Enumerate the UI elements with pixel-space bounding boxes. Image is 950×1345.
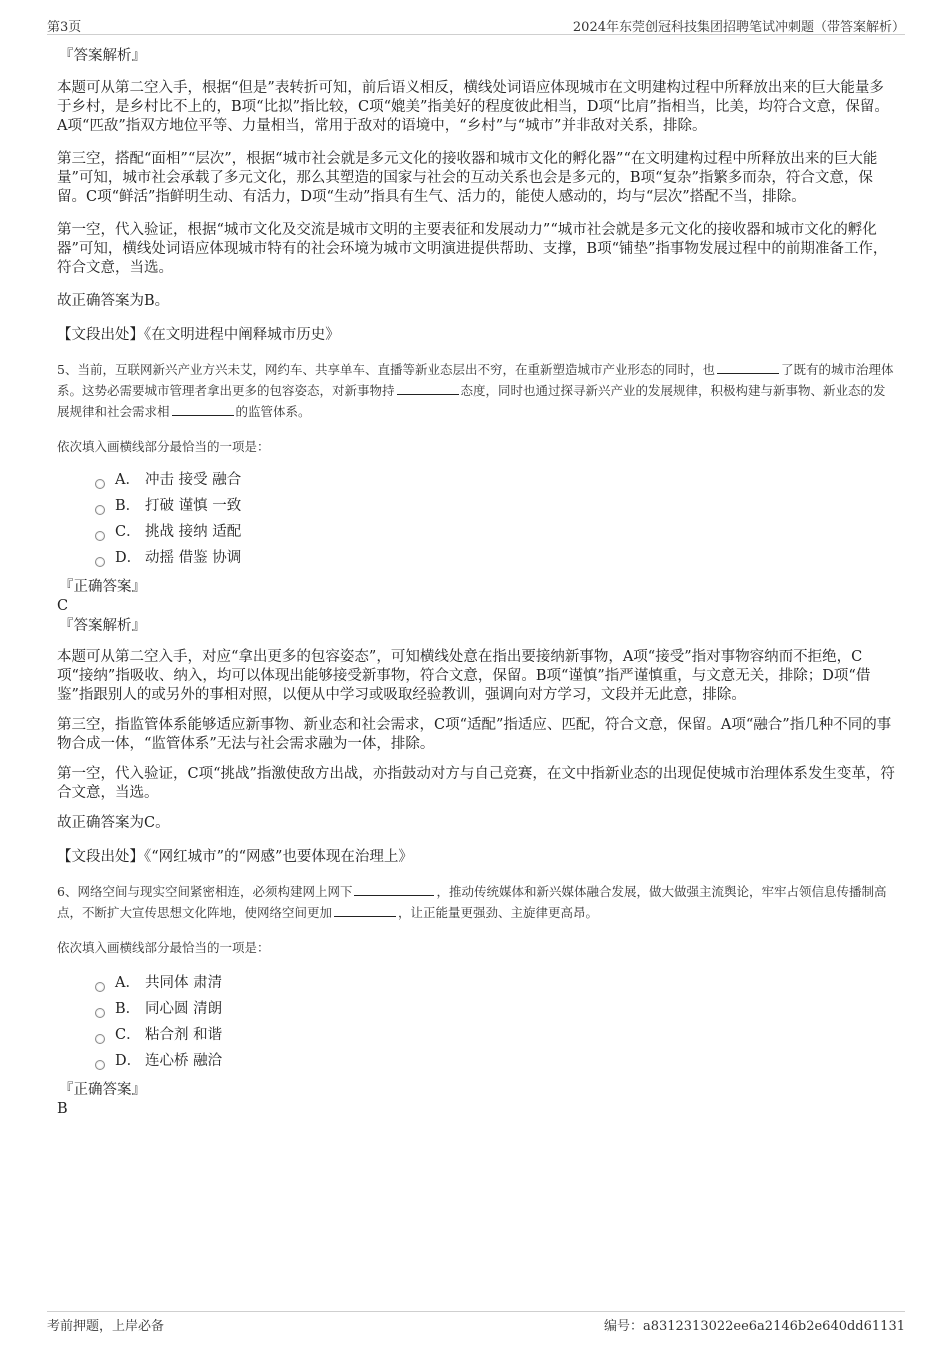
radio-icon[interactable] <box>95 505 105 515</box>
radio-icon[interactable] <box>95 982 105 992</box>
q4-source-label: 【文段出处】 <box>57 327 144 343</box>
q6-option-d[interactable]: D． 连心桥 融洽 <box>95 1048 897 1074</box>
q4-source <box>57 325 897 345</box>
document-title: 2024年东莞创冠科技集团招聘笔试冲刺题（带答案解析） <box>572 20 905 35</box>
q5-option-d[interactable]: D． 动摇 借鉴 协调 <box>95 545 897 571</box>
q5-prompt: 依次填入画横线部分最恰当的一项是： <box>57 439 270 454</box>
page-number: 第3页 <box>47 20 82 35</box>
q6-option-b[interactable]: B． 同心圆 清朗 <box>95 996 897 1022</box>
page-header <box>47 14 905 35</box>
q5-option-a[interactable]: A． 冲击 接受 融合 <box>95 467 897 493</box>
q5-analysis-para-3: 第一空，代入验证，C项“挑战”指激使敌方出战，亦指鼓动对方与自己竞赛，在文中指新业态的出现促使城市治理体系发生变革，符合文意，当选。 <box>57 766 895 801</box>
q5-stem-d: 的监管体系。 <box>235 404 311 419</box>
document-body <box>57 46 897 1119</box>
q5-options <box>95 467 897 571</box>
q5-option-c[interactable]: C． 挑战 接纳 适配 <box>95 519 897 545</box>
radio-icon[interactable] <box>95 1008 105 1018</box>
q5-stem-a: 5、当前，互联网新兴产业方兴未艾，网约车、共享单车、直播等新业态层出不穷，在重新塑造城市产业形态的同时，也 <box>57 362 715 377</box>
q6-stem-a: 6、网络空间与现实空间紧密相连，必须构建网上网下 <box>57 884 353 899</box>
q5-analysis-para-2: 第三空，指监管体系能够适应新事物、新业态和社会需求，C项“适配”指适应、匹配，符合文意，保留。A项“融合”指几种不同的事物合成一体，“监管体系”无法与社会需求融为一体，排除。 <box>57 717 892 752</box>
q4-analysis-para-3: 第一空，代入验证，根据“城市文化及交流是城市文明的主要表征和发展动力”“城市社会就是多元文化的接收器和城市文化的孵化器”可知，横线处词语应体现城市特有的社会环境为城市文明演进提供帮助、支撑，B项“铺垫”指事物发展过程中的前期准备工作，符合文意，当选。 <box>57 222 888 276</box>
q5-source-text: 《“网红城市”的“网感”也要体现在治理上》 <box>144 849 413 865</box>
page-footer <box>47 1311 905 1336</box>
q4-analysis-para-1: 本题可从第二空入手，根据“但是”表转折可知，前后语义相反，横线处词语应体现城市在文明建构过程中所释放出来的巨大能量多于乡村，是乡村比不上的，B项“比拟”指比较，C项“媲美”指美好的程度彼此相当，D项“比肩”指相当，比美，均符合文意，保留。A项“匹敌”指双方地位平等、力量相当，常用于敌对的语境中，“乡村”与“城市”并非敌对关系，排除。 <box>57 80 889 134</box>
footer-code: 编号：a8312313022ee6a2146b2e640dd61131 <box>603 1319 905 1334</box>
q5-analysis-para-1: 本题可从第二空入手，对应“拿出更多的包容姿态”，可知横线处意在指出要接纳新事物，A项“接受”指对事物容纳而不拒绝，C项“接纳”指吸收、纳入，均可以体现出能够接受新事物，符合文意，保留。B项“谨慎”指严谨慎重，与文意无关，排除；D项“借鉴”指跟别人的或另外的事相对照，以便从中学习或吸取经验教训，强调向对方学习，文段并无此意，排除。 <box>57 649 871 703</box>
q6-stem <box>57 881 897 923</box>
q4-source-text: 《在文明进程中阐释城市历史》 <box>144 327 340 343</box>
q5-blank-3 <box>172 403 234 416</box>
q5-stem-b: 了既有的城市治理体系。这势必需要城市管理者拿出更多的包容姿态，对新事物持 <box>57 362 894 398</box>
q5-stem <box>57 359 897 422</box>
q6-answer-label: 『正确答案』 <box>59 1082 146 1098</box>
radio-icon[interactable] <box>95 479 105 489</box>
q5-option-b[interactable]: B． 打破 谨慎 一致 <box>95 493 897 519</box>
q5-conclusion: 故正确答案为C。 <box>57 815 170 831</box>
q4-analysis-label: 『答案解析』 <box>59 48 146 64</box>
q4-conclusion: 故正确答案为B。 <box>57 293 170 309</box>
footer-note: 考前押题，上岸必备 <box>47 1319 165 1334</box>
q5-source <box>57 847 897 867</box>
q6-option-c[interactable]: C． 粘合剂 和谐 <box>95 1022 897 1048</box>
q5-blank-1 <box>717 361 779 374</box>
radio-icon[interactable] <box>95 531 105 541</box>
q4-analysis-para-2: 第三空，搭配“面相”“层次”，根据“城市社会就是多元文化的接收器和城市文化的孵化器”“在文明建构过程中所释放出来的巨大能量”可知，城市社会承载了多元文化，那么其塑造的国家与社会的互动关系也会是多元的，B项“复杂”指繁多而杂，符合文意，保留。C项“鲜活”指鲜明生动、有活力，D项“生动”指具有生气、活力的，能使人感动的，均与“层次”搭配不当，排除。 <box>57 151 878 205</box>
q5-answer: C <box>57 598 69 614</box>
q5-blank-2 <box>397 382 459 395</box>
q5-stem-c: 态度，同时也通过探寻新兴产业的发展规律，积极构建与新事物、新业态的发展规律和社会需求相 <box>57 383 886 419</box>
radio-icon[interactable] <box>95 1034 105 1044</box>
q6-option-a[interactable]: A． 共同体 肃清 <box>95 970 897 996</box>
q6-prompt: 依次填入画横线部分最恰当的一项是： <box>57 940 270 955</box>
q6-stem-b: ，推动传统媒体和新兴媒体融合发展，做大做强主流舆论，牢牢占领信息传播制高点，不断扩大宣传思想文化阵地，使网络空间更加 <box>57 884 887 920</box>
q6-options <box>95 970 897 1074</box>
radio-icon[interactable] <box>95 1060 105 1070</box>
q6-blank-1 <box>354 883 434 896</box>
q6-answer: B <box>57 1101 68 1117</box>
radio-icon[interactable] <box>95 557 105 567</box>
q6-stem-c: ，让正能量更强劲、主旋律更高昂。 <box>398 905 599 920</box>
q5-answer-label: 『正确答案』 <box>59 579 146 595</box>
q5-source-label: 【文段出处】 <box>57 849 144 865</box>
q5-analysis-label: 『答案解析』 <box>59 618 146 634</box>
q6-blank-2 <box>334 904 396 917</box>
